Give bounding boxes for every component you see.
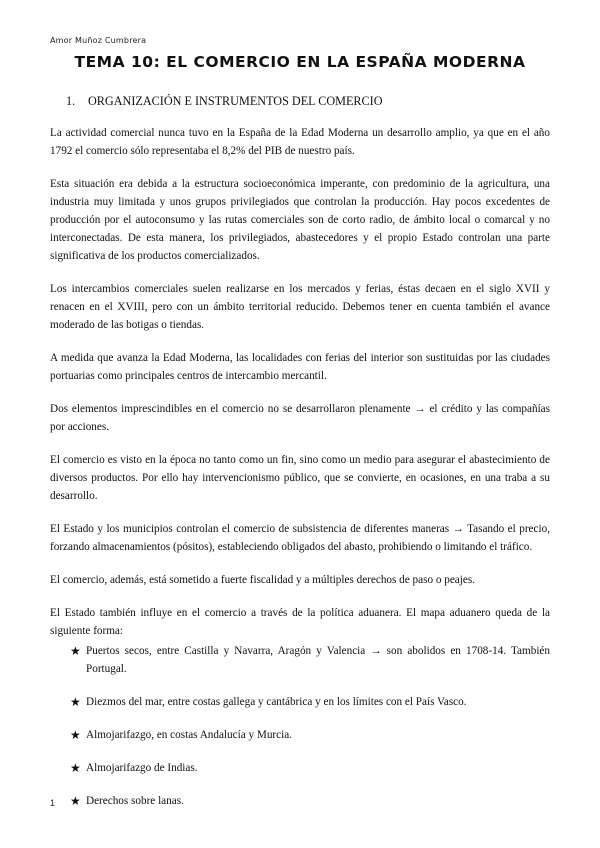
list-item-text: Almojarifazgo, en costas Andalucía y Murcia. [86, 729, 292, 741]
paragraph: La actividad comercial nunca tuvo en la España de la Edad Moderna un desarrollo amplio, ya que en el año 1792 el comercio sólo representaba el 8,2% del PIB de nuestro país. [50, 127, 550, 157]
star-icon: ★ [70, 761, 81, 775]
page-title: TEMA 10: EL COMERCIO EN LA ESPAÑA MODERNA [74, 53, 526, 71]
document-body [50, 124, 550, 825]
paragraph: El Estado y los municipios controlan el comercio de subsistencia de diferentes maneras → Tasando el precio, forzando almacenamientos (pósitos), estableciendo obligados del abasto, prohibiendo o limitando el tráfico. [50, 523, 550, 553]
list-item [50, 693, 550, 711]
star-icon: ★ [70, 695, 81, 709]
paragraph: Dos elementos imprescindibles en el comercio no se desarrollaron plenamente → el crédito y las compañías por acciones. [50, 403, 550, 433]
paragraph: Esta situación era debida a la estructura socioeconómica imperante, con predominio de la agricultura, una industria muy limitada y unos grupos privilegiados que controlan la producción. Hay pocos excedentes de producción por el autoconsumo y las rutas comerciales son de corto radio, de ámbito local o comarcal y no interconectadas. De esta manera, los privilegiados, abastecedores y el propio Estado controlan una parte significativa de los productos comercializados. [50, 178, 550, 262]
list-item-text: Almojarifazgo de Indias. [86, 762, 198, 774]
list-item [50, 726, 550, 744]
list-item-text: Diezmos del mar, entre costas gallega y cantábrica y en los límites con el País Vasco. [86, 696, 467, 708]
star-icon: ★ [70, 794, 81, 808]
paragraph: El Estado también influye en el comercio a través de la política aduanera. El mapa aduanero queda de la siguiente forma: [50, 607, 550, 637]
list-item [50, 792, 550, 810]
bullet-list [50, 642, 550, 810]
author-name: Amor Muñoz Cumbrera [50, 36, 147, 45]
star-icon: ★ [70, 644, 81, 658]
section-title: ORGANIZACIÓN E INSTRUMENTOS DEL COMERCIO [88, 94, 383, 108]
list-item-text: Puertos secos, entre Castilla y Navarra, Aragón y Valencia → son abolidos en 1708-14. También Portugal. [86, 645, 550, 675]
paragraph: El comercio, además, está sometido a fuerte fiscalidad y a múltiples derechos de paso o peajes. [50, 574, 475, 586]
paragraph: A medida que avanza la Edad Moderna, las localidades con ferias del interior son sustituidas por las ciudades portuarias como principales centros de intercambio mercantil. [50, 352, 550, 382]
list-item-text: Derechos sobre lanas. [86, 795, 184, 807]
section-number: 1. [66, 94, 76, 108]
star-icon: ★ [70, 728, 81, 742]
list-item [50, 759, 550, 777]
paragraph: El comercio es visto en la época no tanto como un fin, sino como un medio para asegurar el abastecimiento de diversos productos. Por ello hay intervencionismo público, que se convierte, en ocasiones, en una traba a su desarrollo. [50, 454, 550, 502]
list-item [50, 642, 550, 678]
page-number: 1 [50, 798, 56, 808]
section-heading [66, 94, 383, 109]
paragraph: Los intercambios comerciales suelen realizarse en los mercados y ferias, éstas decaen en el siglo XVII y renacen en el XVIII, pero con un ámbito territorial reducido. Debemos tener en cuenta también el avance moderado de las botigas o tiendas. [50, 283, 550, 331]
